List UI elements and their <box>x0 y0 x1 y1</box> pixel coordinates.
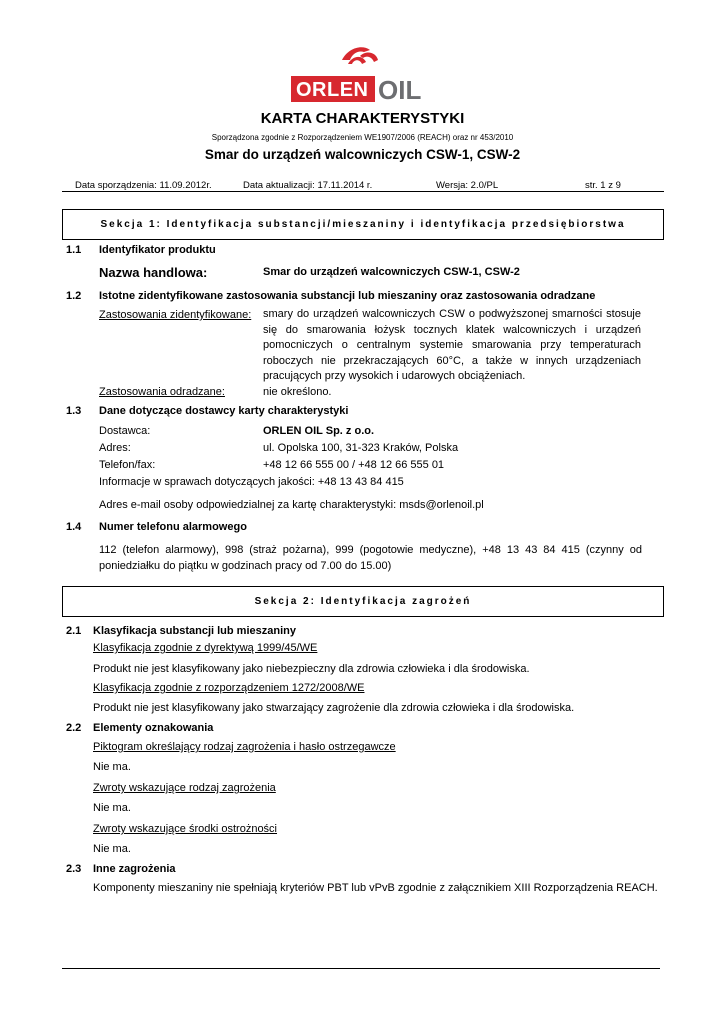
orlen-oil-logo <box>290 42 440 104</box>
supplier-value: ORLEN OIL Sp. z o.o. <box>263 425 375 437</box>
pictogram-value: Nie ma. <box>93 761 131 773</box>
s12-heading: Istotne zidentyfikowane zastosowania substancji lub mieszaniny oraz zastosowania odradzane <box>99 290 596 302</box>
pictogram-label: Piktogram określający rodzaj zagrożenia i hasło ostrzegawcze <box>93 741 396 753</box>
created-date: Data sporządzenia: 11.09.2012r. <box>75 180 212 191</box>
advised-against-label: Zastosowania odradzane: <box>99 386 225 398</box>
logo-oil-text: OIL <box>378 75 422 105</box>
other-hazards-text: Komponenty mieszaniny nie spełniają kryteriów PBT lub vPvB zgodnie z załącznikiem XIII Rozporządzenia REACH. <box>93 882 658 894</box>
emergency-text: 112 (telefon alarmowy), 998 (straż pożarna), 999 (pogotowie medyczne), +48 13 43 84 415 (czynny od poniedziałku do piątku w godzinach pracy od 7.00 do 15.00) <box>99 544 642 572</box>
s11-number: 1.1 <box>66 244 82 256</box>
advised-against-value: nie określono. <box>263 386 332 398</box>
email-info: Adres e-mail osoby odpowiedzialnej za kartę charakterystyki: msds@orlenoil.pl <box>99 499 484 511</box>
trade-name-value: Smar do urządzeń walcowniczych CSW-1, CSW-2 <box>263 266 520 278</box>
s11-heading: Identyfikator produktu <box>99 244 216 256</box>
s23-number: 2.3 <box>66 863 82 875</box>
s22-number: 2.2 <box>66 722 82 734</box>
class1-text: Produkt nie jest klasyfikowany jako niebezpieczny dla zdrowia człowieka i dla środowiska. <box>93 663 530 675</box>
version: Wersja: 2.0/PL <box>436 180 499 191</box>
product-title: Smar do urządzeń walcowniczych CSW-1, CSW-2 <box>204 147 521 162</box>
address-label: Adres: <box>99 442 131 454</box>
address-value: ul. Opolska 100, 31-323 Kraków, Polska <box>263 442 459 454</box>
precaution-label: Zwroty wskazujące środki ostrożności <box>93 823 278 835</box>
s13-number: 1.3 <box>66 405 82 417</box>
precaution-value: Nie ma. <box>93 843 131 855</box>
quality-info: Informacje w sprawach dotyczących jakości: +48 13 43 84 415 <box>99 476 404 488</box>
updated-date: Data aktualizacji: 17.11.2014 r. <box>243 180 373 191</box>
page-number: str. 1 z 9 <box>585 180 621 191</box>
s13-heading: Dane dotyczące dostawcy karty charakterystyki <box>99 405 349 417</box>
s22-heading: Elementy oznakowania <box>93 722 214 734</box>
s12-number: 1.2 <box>66 290 82 302</box>
header-divider <box>62 191 664 192</box>
footer-divider <box>62 968 660 969</box>
s21-number: 2.1 <box>66 625 82 637</box>
s14-heading: Numer telefonu alarmowego <box>99 521 247 533</box>
s14-number: 1.4 <box>66 521 82 533</box>
section2-title: Sekcja 2: Identyfikacja zagrożeń <box>62 586 664 617</box>
uses-text: smary do urządzeń walcowniczych CSW o podwyższonej smarności stosuje się do smarowania łożysk tocznych klatek walcowniczych i urządzeń pomocniczych o centralnym systemie smarowania przy temperaturach roboczych nie przekraczających 60°C, a także w innych urządzeniach pracujących przy wysokich i udarowych obciążeniach. <box>263 308 641 382</box>
class1-label: Klasyfikacja zgodnie z dyrektywą 1999/45/WE <box>93 642 318 654</box>
supplier-label: Dostawca: <box>99 425 151 437</box>
hazard-label: Zwroty wskazujące rodzaj zagrożenia <box>93 782 276 794</box>
trade-name-label: Nazwa handlowa: <box>99 265 208 280</box>
logo-orlen-text: ORLEN <box>296 79 369 101</box>
document-subtitle: Sporządzona zgodnie z Rozporządzeniem WE1907/2006 (REACH) oraz nr 453/2010 <box>211 133 514 142</box>
document-title: KARTA CHARAKTERYSTYKI <box>260 110 465 127</box>
phone-label: Telefon/fax: <box>99 459 156 471</box>
uses-label: Zastosowania zidentyfikowane: <box>99 309 252 321</box>
s23-heading: Inne zagrożenia <box>93 863 176 875</box>
hazard-value: Nie ma. <box>93 802 131 814</box>
phone-value: +48 12 66 555 00 / +48 12 66 555 01 <box>263 459 445 471</box>
s21-heading: Klasyfikacja substancji lub mieszaniny <box>93 625 296 637</box>
class2-text: Produkt nie jest klasyfikowany jako stwarzający zagrożenie dla zdrowia człowieka i dla środowiska. <box>93 702 575 714</box>
section1-title: Sekcja 1: Identyfikacja substancji/mieszaniny i identyfikacja przedsiębiorstwa <box>62 209 664 240</box>
class2-label: Klasyfikacja zgodnie z rozporządzeniem 1272/2008/WE <box>93 682 365 694</box>
